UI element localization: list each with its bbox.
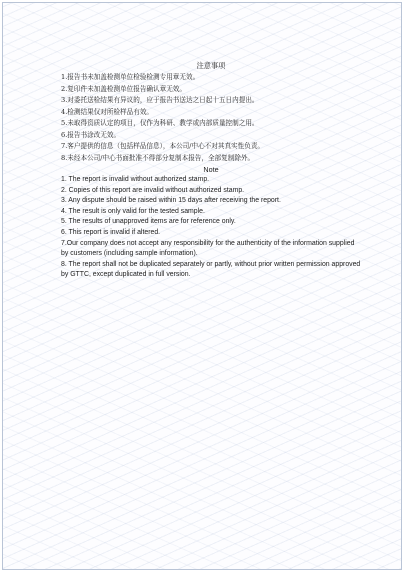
en-notice-item: 3. Any dispute should be raised within 15 days after receiving the report. xyxy=(61,197,281,205)
cn-notice-item: 5.未取得资质认定的项目，仅作为科研、教学或内部质量控制之用。 xyxy=(61,119,259,127)
en-notice-item: 6. This report is invalid if altered. xyxy=(61,228,161,236)
cn-notice-item: 7.客户提供的信息（包括样品信息），本公司/中心不对其真实性负责。 xyxy=(61,142,265,150)
cn-notice-item: 6.报告书涂改无效。 xyxy=(61,130,121,139)
en-notice-item: 7.Our company does not accept any responsibility for the authenticity of the information supplied by customers (including sample information). xyxy=(61,239,355,258)
cn-notice-item: 4.检测结果仅对所检样品有效。 xyxy=(61,107,154,116)
en-notice-title: Note xyxy=(203,165,219,174)
en-notice-item: 5. The results of unapproved items are for reference only. xyxy=(61,218,236,226)
en-notice-item: 2. Copies of this report are invalid without authorized stamp. xyxy=(61,186,245,194)
en-notice-item: 8. The report shall not be duplicated separately or partly, without prior written permission approved by GTTC, except duplicated in full version. xyxy=(61,260,361,279)
cn-notice-item: 3.对委托送检结果有异议的，应于报告书送达之日起十五日内提出。 xyxy=(61,96,259,104)
en-notice-item: 4. The result is only valid for the tested sample. xyxy=(61,207,205,215)
en-notice-list xyxy=(61,175,361,281)
cn-notice-item: 2.复印件未加盖检测单位报告确认章无效。 xyxy=(61,84,186,93)
cn-notice-item: 8.未经本公司/中心书面批准不得部分复制本报告，全部复制除外。 xyxy=(61,153,255,162)
cn-notice-list xyxy=(61,72,361,164)
cn-notice-item: 1.报告书未加盖检测单位检验检测专用章无效。 xyxy=(61,73,200,81)
cn-notice-title: 注意事项 xyxy=(196,61,226,70)
en-notice-item: 1. The report is invalid without authorized stamp. xyxy=(61,176,210,183)
report-page xyxy=(2,2,402,570)
notice-section xyxy=(61,61,361,281)
